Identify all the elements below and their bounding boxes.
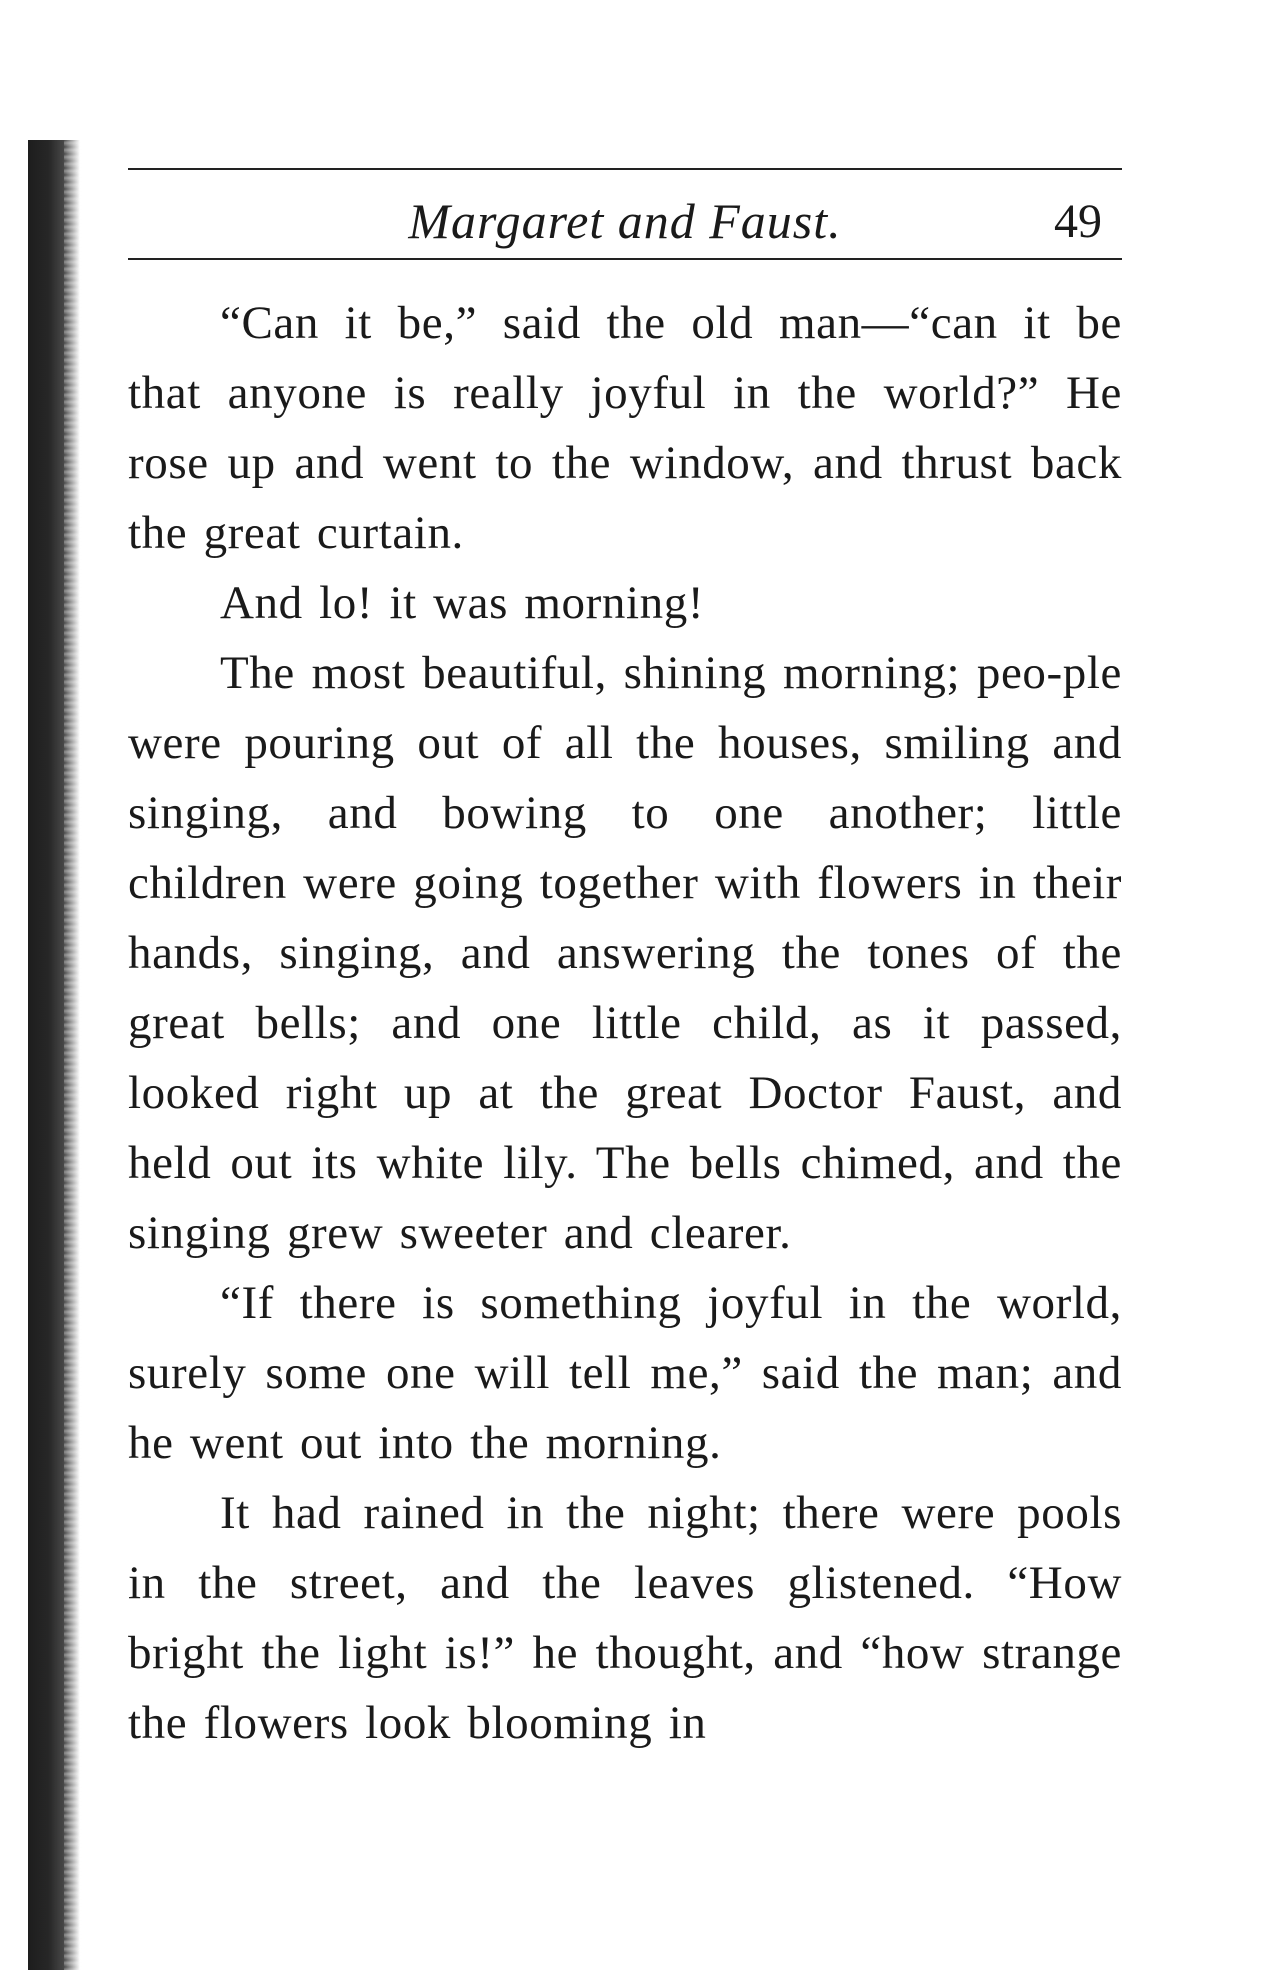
paragraph: It had rained in the night; there were pools in the street, and the leaves glistened. “How bright the light is!” he thought, and “how strange the flowers look blooming in <box>128 1487 1122 1749</box>
body-text <box>128 288 1122 1758</box>
paragraph: The most beautiful, shining morning; peo-ple were pouring out of all the houses, smiling and singing, and bowing to one another; little children were going together with flowers in their hands, singing, and answering the tones of the great bells; and one little child, as it passed, looked right up at the great Doctor Faust, and held out its white lily. The bells chimed, and the singing grew sweeter and clearer. <box>128 647 1122 1259</box>
book-page <box>128 168 1122 1758</box>
page-number: 49 <box>1054 195 1102 248</box>
paragraph: And lo! it was morning! <box>220 577 705 629</box>
running-title: Margaret and Faust. <box>408 193 842 249</box>
paragraph: “If there is something joyful in the world, surely some one will tell me,” said the man; and he went out into the morning. <box>128 1277 1122 1469</box>
header-bottom-rule <box>128 258 1122 260</box>
paragraph: “Can it be,” said the old man—“can it be that anyone is really joyful in the world?” He rose up and went to the window, and thrust back the great curtain. <box>128 297 1122 559</box>
scan-binding-shadow <box>28 140 80 1970</box>
running-header <box>128 170 1122 258</box>
